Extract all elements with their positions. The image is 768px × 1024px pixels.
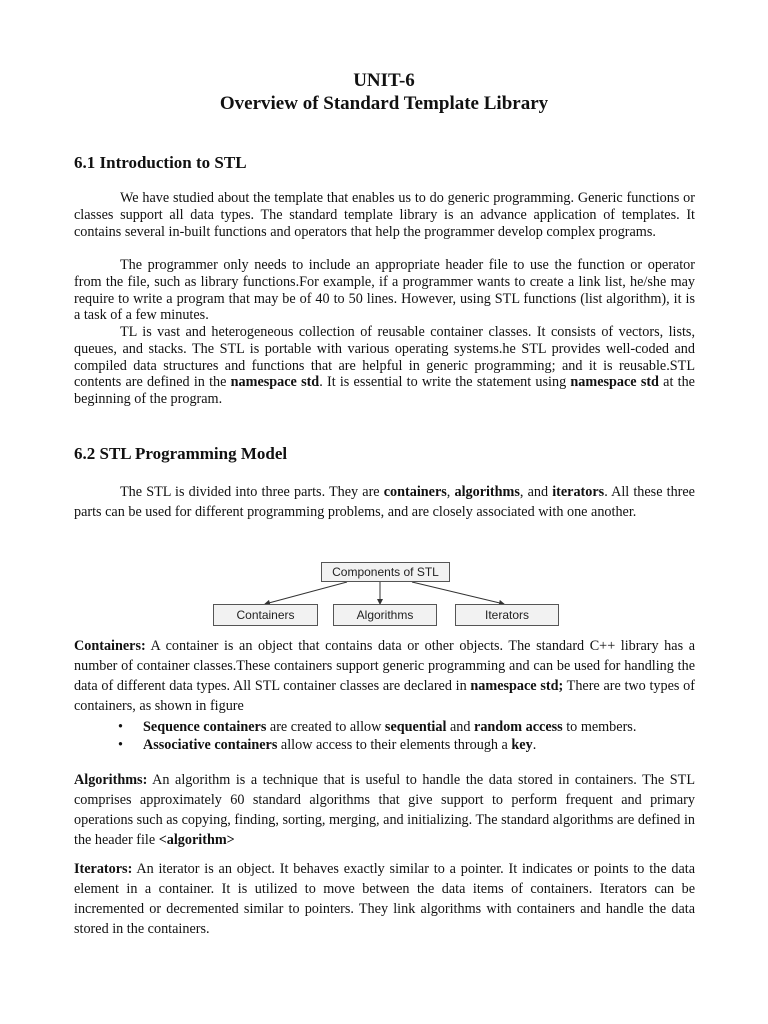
section-2-heading: 6.2 STL Programming Model bbox=[74, 444, 288, 463]
containers-paragraph: Containers: A container is an object that contains data or other objects. The standard C++ library has a number of container classes.These containers support generic programming and can be used for handling the data of different data types. All STL container classes are declared in namespace std; There are two types of containers, as shown in figure bbox=[74, 638, 695, 714]
intro-paragraph-1: We have studied about the template that enables us to do generic programming. Generic functions or classes support all data types. The standard template library is an advance application of templates. It contains several in-built functions and operators that help the programmer develop complex programs. bbox=[74, 190, 695, 240]
stl-components-diagram bbox=[212, 562, 560, 628]
iterators-paragraph: Iterators: An iterator is an object. It behaves exactly similar to a pointer. It indicates or points to the data element in a container. It is utilized to move between the data items of containers. Iterators can be incremented or decremented similar to pointers. They link algorithms with containers and handle the data stored in the containers. bbox=[74, 861, 695, 937]
iterators-box: Iterators bbox=[455, 604, 559, 626]
page-title: Overview of Standard Template Library bbox=[219, 93, 549, 114]
list-item: • Sequence containers are created to allow sequential and random access to members. bbox=[118, 719, 637, 735]
intro-paragraph-3: TL is vast and heterogeneous collection of reusable container classes. It consists of vectors, lists, queues, and stacks. The STL is portable with various operating systems.he STL provides well-coded and compiled data structures and functions that are helpful in generic programming; and it is reusable.STL contents are defined in the namespace std. It is essential to write the statement using namespace std at the beginning of the program. bbox=[74, 324, 695, 408]
section-1-heading: 6.1 Introduction to STL bbox=[74, 153, 247, 172]
components-of-stl-box: Components of STL bbox=[321, 562, 450, 582]
arrow-to-iterators bbox=[412, 582, 504, 604]
algorithms-box: Algorithms bbox=[333, 604, 437, 626]
list-item: • Associative containers allow access to their elements through a key. bbox=[118, 737, 537, 753]
container-types-list bbox=[118, 718, 698, 754]
unit-number: UNIT-6 bbox=[353, 70, 415, 91]
containers-box: Containers bbox=[213, 604, 318, 626]
intro-paragraph-2: The programmer only needs to include an appropriate header file to use the function or operator from the file, such as library functions.For example, if a programmer wants to create a link list, he/she may require to write a program that may be of 40 to 50 lines. However, using STL functions (list algorithm), it is a task of a few minutes. bbox=[74, 257, 695, 324]
algorithms-paragraph: Algorithms: An algorithm is a technique that is useful to handle the data stored in containers. The STL comprises approximately 60 standard algorithms that give support to perform frequent and primary operations such as copying, finding, sorting, merging, and initializing. The standard algorithms are defined in the header file <algorithm> bbox=[74, 772, 695, 848]
programming-model-paragraph: The STL is divided into three parts. They are containers, algorithms, and iterators. All these three parts can be used for different programming problems, and are closely associated with one another. bbox=[74, 484, 695, 520]
arrow-to-containers bbox=[265, 582, 347, 604]
